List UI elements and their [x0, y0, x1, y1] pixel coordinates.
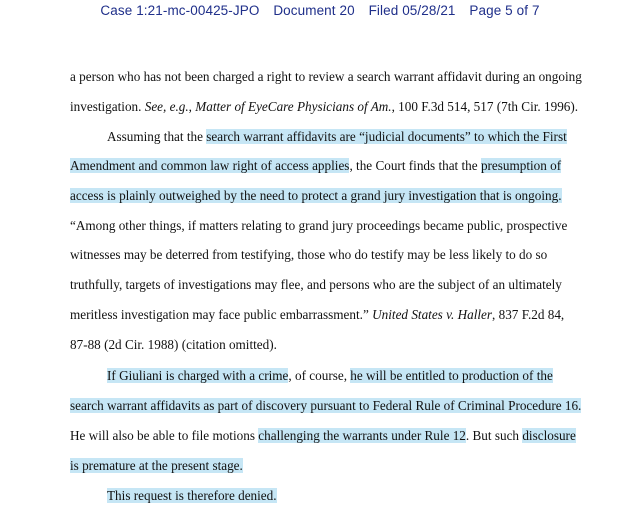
text-segment: , 837 F.2d 84, — [492, 307, 565, 322]
highlighted-text: presumption of — [480, 158, 562, 173]
highlighted-text: access is plainly outweighed by the need to protect a grand jury investigation that is ongoing. — [70, 188, 562, 203]
text-line — [70, 276, 562, 294]
text-line — [70, 336, 277, 354]
text-line — [70, 157, 561, 175]
highlighted-text: is premature at the present stage. — [70, 458, 243, 473]
text-line — [70, 98, 578, 116]
text-line — [70, 397, 581, 415]
text-line — [70, 457, 243, 475]
citation-text: Matter of EyeCare Physicians of Am. — [195, 99, 392, 114]
text-line — [107, 487, 277, 505]
text-segment: . But such — [465, 428, 523, 443]
highlighted-text: search warrant affidavits as part of discovery pursuant to Federal Rule of Criminal Procedure 16. — [70, 398, 582, 413]
text-segment: He will also be able to file motions — [70, 428, 259, 443]
text-line — [107, 128, 567, 146]
case-number: Case 1:21-mc-00425-JPO — [100, 3, 260, 18]
text-segment: witnesses may be deterred from testifying, those who do testify may be less likely to do so — [70, 247, 548, 262]
text-segment: truthfully, targets of investigations may flee, and persons who are the subject of an ultimately — [70, 277, 562, 292]
text-line — [70, 427, 576, 445]
text-line — [70, 217, 567, 235]
text-line — [70, 246, 547, 264]
text-segment: , the Court finds that the — [349, 158, 481, 173]
text-line — [107, 367, 553, 385]
highlighted-text: he will be entitled to production of the — [350, 368, 553, 383]
citation-text: See, e.g. — [144, 99, 189, 114]
highlighted-text: Amendment and common law right of access applies — [70, 158, 350, 173]
citation-text: United States v. Haller — [372, 307, 493, 322]
highlighted-text: challenging the warrants under Rule 12 — [258, 428, 466, 443]
text-segment: , 100 F.3d 514, 517 (7th Cir. 1996). — [391, 99, 579, 114]
filed-date: Filed 05/28/21 — [368, 3, 456, 18]
highlighted-text: This request is therefore denied. — [107, 488, 277, 503]
text-segment: meritless investigation may face public embarrassment.” — [70, 307, 373, 322]
page-number: Page 5 of 7 — [469, 3, 540, 18]
text-segment: , of course, — [288, 368, 351, 383]
text-line — [70, 306, 564, 324]
text-segment: , — [188, 99, 196, 114]
document-number: Document 20 — [273, 3, 355, 18]
highlighted-text: If Giuliani is charged with a crime — [107, 368, 289, 383]
highlighted-text: search warrant affidavits are “judicial documents” to which the First — [206, 129, 567, 144]
case-header — [0, 3, 640, 18]
text-segment: investigation. — [70, 99, 145, 114]
text-segment: “Among other things, if matters relating to grand jury proceedings became public, prospective — [70, 218, 568, 233]
text-line — [70, 187, 562, 205]
text-segment: Assuming that the — [107, 129, 207, 144]
highlighted-text: disclosure — [522, 428, 576, 443]
text-segment: a person who has not been charged a right to review a search warrant affidavit during an ongoing — [70, 69, 582, 84]
text-segment: 87-88 (2d Cir. 1988) (citation omitted). — [70, 337, 277, 352]
text-line — [70, 68, 582, 86]
